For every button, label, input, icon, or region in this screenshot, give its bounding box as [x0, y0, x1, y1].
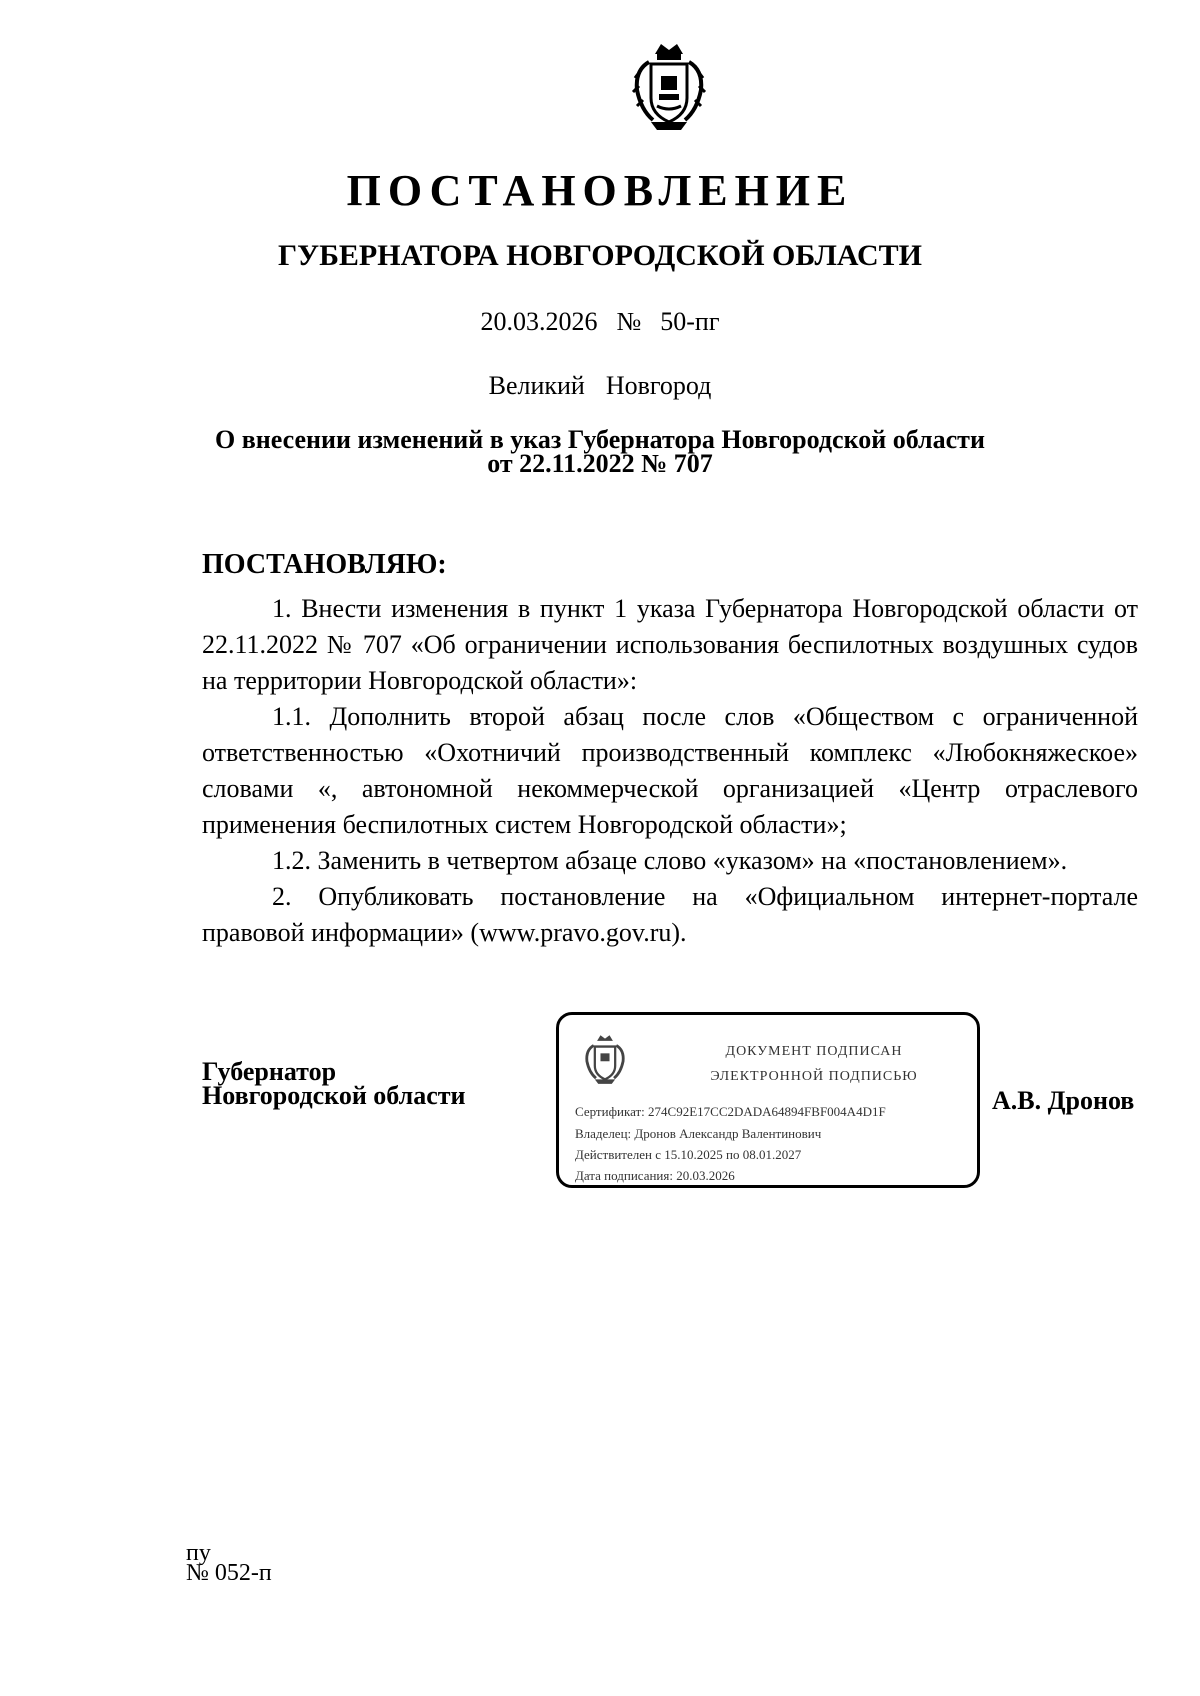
paragraph-1-2: 1.2. Заменить в четвертом абзаце слово «указом» на «постановлением».	[272, 846, 1068, 875]
stamp-sign-date: Дата подписания: 20.03.2026	[575, 1168, 735, 1183]
issue-city: Великий Новгород	[488, 371, 712, 400]
coat-of-arms-emblem	[631, 40, 707, 132]
paragraph-1: 1. Внести изменения в пункт 1 указа Губернатора Новгородской области от 22.11.2022 № 707 «Об ограничении использования беспилотных воздушных судов на территории Новгородской области»:	[202, 594, 1138, 695]
footer-code-line-1: пу	[186, 1540, 211, 1566]
document-title-line-1: О внесении изменений в указ Губернатора Новгородской области	[215, 425, 985, 454]
issuer-heading: ГУБЕРНАТОРА НОВГОРОДСКОЙ ОБЛАСТИ	[277, 239, 923, 272]
date-and-number: 20.03.2026 № 50-пг	[480, 307, 720, 336]
document-title-line-2: от 22.11.2022 № 707	[487, 449, 713, 478]
document-body	[202, 591, 1138, 951]
document-type-heading: ПОСТАНОВЛЕНИЕ	[346, 166, 854, 215]
signatory-position-line-2: Новгородской области	[202, 1081, 466, 1110]
decree-word: ПОСТАНОВЛЯЮ:	[202, 549, 447, 580]
stamp-heading-line-1: ДОКУМЕНТ ПОДПИСАН	[725, 1044, 903, 1059]
paragraph-1-1: 1.1. Дополнить второй абзац после слов «Обществом с ограниченной ответственностью «Охотничий производственный комплекс «Любокняжеское» словами «, автономной некоммерческой организацией «Центр отраслевого применения беспилотных систем Новгородской области»;	[202, 702, 1138, 839]
stamp-emblem-icon	[583, 1033, 627, 1085]
stamp-owner: Владелец: Дронов Александр Валентинович	[575, 1126, 822, 1141]
stamp-certificate: Сертификат: 274C92E17CC2DADA64894FBF004A4D1F	[575, 1104, 886, 1119]
footer-registration-code	[186, 1540, 272, 1586]
stamp-validity: Действителен с 15.10.2025 по 08.01.2027	[575, 1147, 802, 1162]
footer-code-line-2: № 052-п	[186, 1560, 272, 1586]
signatory-position	[202, 1057, 466, 1110]
signatory-name: А.В. Дронов	[992, 1086, 1135, 1115]
document-title	[150, 425, 1050, 478]
stamp-heading-line-2: ЭЛЕКТРОННОЙ ПОДПИСЬЮ	[710, 1069, 918, 1084]
signatory-position-line-1: Губернатор	[202, 1057, 337, 1086]
stamp-heading	[649, 1039, 979, 1089]
electronic-signature-stamp	[556, 1012, 980, 1188]
paragraph-2: 2. Опубликовать постановление на «Официальном интернет-портале правовой информации» (www.pravo.gov.ru).	[202, 882, 1138, 947]
